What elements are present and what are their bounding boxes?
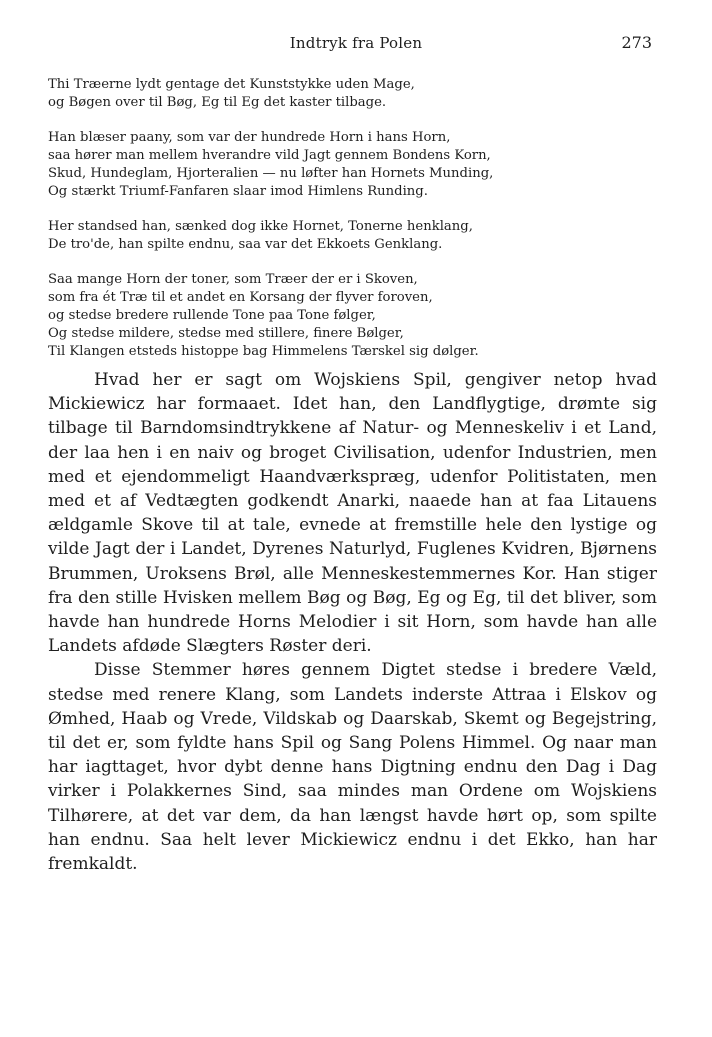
poem-line: De tro'de, han spilte endnu, saa var det Ekkoets Genklang. [48, 237, 443, 252]
poem-line: Til Klangen etsteds histoppe bag Himmelens Tærskel sig dølger. [48, 344, 479, 359]
poem-line: saa hører man mellem hverandre vild Jagt gennem Bondens Korn, [48, 148, 491, 163]
poem-quotation [48, 76, 618, 378]
running-header [0, 34, 712, 56]
paragraph: Hvad her er sagt om Wojskiens Spil, gengiver netop hvad Mickiewicz har formaaet. Idet han, den Landflygtige, drømte sig tilbage til Barndomsindtrykkene af Natur- og Menneskeliv i et Land, der laa hen i en naiv og broget Civilisation, udenfor Industrien, men med et ejendommeligt Haandværkspræg, udenfor Politistaten, men med et af Vedtægten godkendt Anarki, naaede han at faa Litauens ældgamle Skove til at tale, evnede at fremstille hele den lystige og vilde Jagt der i Landet, Dyrenes Naturlyd, Fuglenes Kvidren, Bjørnens Brummen, Uroksens Brøl, alle Menneskestemmernes Kor. Han stiger fra den stille Hvisken mellem Bøg og Bøg, Eg og Eg, til det bliver, som havde han hundrede Horns Melodier i sit Horn, som havde han alle Landets afdøde Slægters Røster deri. [48, 370, 657, 657]
poem-line: Og stærkt Triumf-Fanfaren slaar imod Himlens Runding. [48, 184, 428, 199]
page-number: 273 [621, 33, 652, 52]
poem-stanza [48, 129, 618, 201]
running-title: Indtryk fra Polen [289, 34, 423, 52]
poem-stanza [48, 76, 618, 112]
body-text [48, 368, 657, 876]
poem-line: Thi Træerne lydt gentage det Kunststykke uden Mage, [48, 77, 415, 92]
poem-line: og Bøgen over til Bøg, Eg til Eg det kaster tilbage. [48, 95, 387, 110]
poem-line: og stedse bredere rullende Tone paa Tone følger, [48, 308, 376, 323]
poem-line: Og stedse mildere, stedse med stillere, finere Bølger, [48, 326, 404, 341]
poem-stanza [48, 271, 618, 361]
poem-line: Saa mange Horn der toner, som Træer der er i Skoven, [48, 272, 418, 287]
poem-line: Her standsed han, sænked dog ikke Hornet, Tonerne henklang, [48, 219, 473, 234]
poem-stanza [48, 218, 618, 254]
poem-line: Skud, Hundeglam, Hjorteralien — nu løfter han Hornets Munding, [48, 166, 494, 181]
poem-line: Han blæser paany, som var der hundrede Horn i hans Horn, [48, 130, 451, 145]
poem-line: som fra ét Træ til et andet en Korsang der flyver foroven, [48, 290, 433, 305]
paragraph: Disse Stemmer høres gennem Digtet stedse i bredere Væld, stedse med renere Klang, som Landets inderste Attraa i Elskov og Ømhed, Haab og Vrede, Vildskab og Daarskab, Skemt og Begejstring, til det er, som fyldte hans Spil og Sang Polens Himmel. Og naar man har iagttaget, hvor dybt denne hans Digtning endnu den Dag i Dag virker i Polakkernes Sind, saa mindes man Ordene om Wojskiens Tilhørere, at det var dem, da han længst havde hørt op, som spilte han endnu. Saa helt lever Mickiewicz endnu i det Ekko, han har fremkaldt. [48, 660, 657, 875]
